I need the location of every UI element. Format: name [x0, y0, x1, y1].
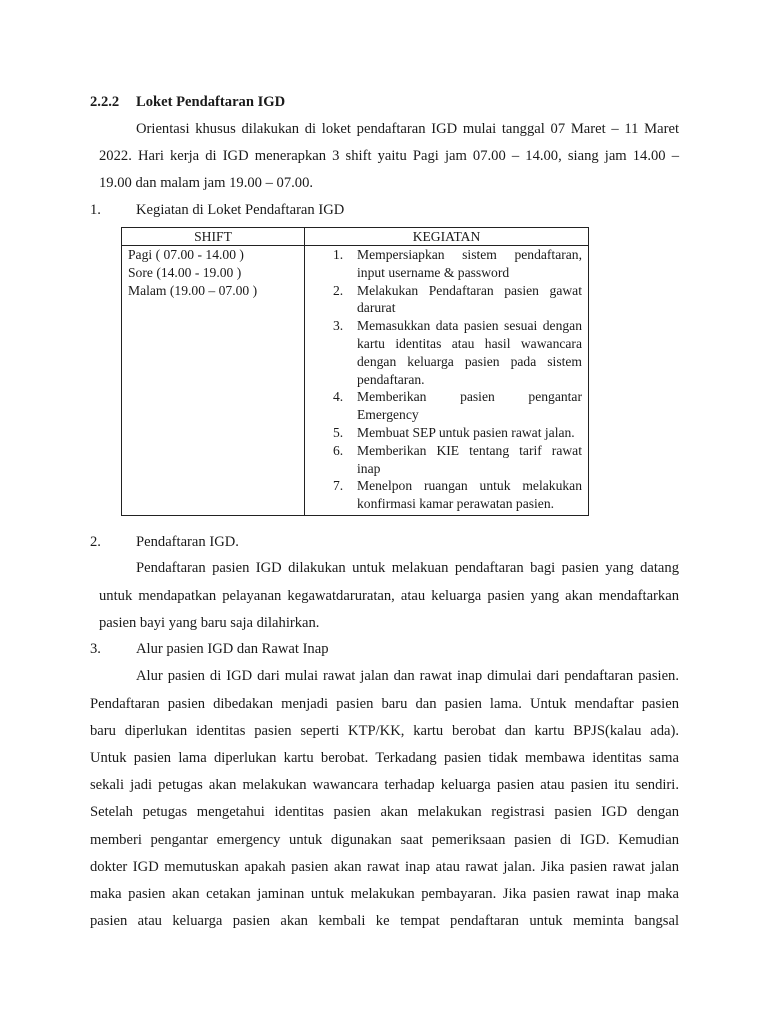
section-title: Loket Pendaftaran IGD	[136, 94, 286, 110]
shift-malam: Malam (19.00 – 07.00 )	[128, 282, 258, 298]
activity-cell	[305, 246, 589, 516]
item-2-line-3: pasien bayi yang baru saja dilahirkan.	[99, 615, 320, 631]
table-row	[122, 246, 589, 516]
list-item: 3. Memasukkan data pasien sesuai dengan kartu identitas atau hasil wawancara dengan keluarga pasien pada sistem pendaftaran.	[333, 318, 582, 387]
section-number: 2.2.2	[90, 94, 120, 110]
list-item: 2. Melakukan Pendaftaran pasien gawat darurat	[333, 282, 582, 316]
item-3-title: Alur pasien IGD dan Rawat Inap	[136, 641, 329, 657]
item-3-line-6: Setelah petugas mengetahui identitas pasien akan melakukan registrasi pasien IGD dengan	[90, 804, 679, 820]
item-3-line-8: dokter IGD memutuskan apakah pasien akan rawat inap atau rawat jalan. Jika pasien rawat jalan	[90, 859, 679, 875]
shift-pagi: Pagi ( 07.00 - 14.00 )	[128, 247, 244, 262]
intro-line-3: 19.00 dan malam jam 19.00 – 07.00.	[99, 175, 314, 191]
item-1-title: Kegiatan di Loket Pendaftaran IGD	[136, 202, 345, 218]
shift-cell	[122, 246, 305, 516]
item-3-line-1: Alur pasien di IGD dari mulai rawat jalan dan rawat inap dimulai dari pendaftaran pasien.	[136, 668, 679, 684]
item-3-line-4: Untuk pasien lama diperlukan kartu berobat. Terkadang pasien tidak membawa identitas sama	[90, 750, 679, 766]
item-2-line-2: untuk mendapatkan pelayanan kegawatdaruratan, atau keluarga pasien yang akan mendaftarkan	[99, 588, 679, 604]
item-1-number: 1.	[90, 202, 101, 218]
item-3-line-9: maka pasien akan cetakan jaminan untuk melakukan pembayaran. Jika pasien rawat inap maka	[90, 886, 679, 902]
item-2-line-1: Pendaftaran pasien IGD dilakukan untuk melakuan pendaftaran bagi pasien yang datang	[136, 560, 679, 576]
list-item: 6. Memberikan KIE tentang tarif rawat inap	[333, 442, 582, 476]
intro-line-2: 2022. Hari kerja di IGD menerapkan 3 shift yaitu Pagi jam 07.00 – 14.00, siang jam 14.00 –	[99, 148, 679, 164]
shift-sore: Sore (14.00 - 19.00 )	[128, 264, 242, 280]
item-2-number: 2.	[90, 534, 101, 550]
activity-list	[305, 246, 588, 515]
shift-activity-table	[121, 227, 589, 516]
list-item: 1. Mempersiapkan sistem pendaftaran, input username & password	[333, 247, 582, 280]
list-item: 7. Menelpon ruangan untuk melakukan konfirmasi kamar perawatan pasien.	[333, 478, 582, 512]
list-item: 5. Membuat SEP untuk pasien rawat jalan.	[333, 424, 575, 440]
table-header-row	[122, 228, 589, 246]
intro-line-1: Orientasi khusus dilakukan di loket pendaftaran IGD mulai tanggal 07 Maret – 11 Maret	[136, 121, 679, 137]
header-kegiatan: KEGIATAN	[305, 228, 589, 246]
item-3-line-10: pasien atau keluarga pasien akan kembali ke tempat pendaftaran untuk meminta bangsal	[90, 913, 679, 929]
item-3-line-3: baru diperlukan identitas pasien seperti KTP/KK, kartu berobat dan kartu BPJS(kalau ada).	[90, 723, 679, 739]
item-3-line-7: memberi pengantar emergency untuk digunakan saat pemeriksaan pasien di IGD. Kemudian	[90, 832, 679, 848]
item-2-title: Pendaftaran IGD.	[136, 534, 239, 550]
header-shift: SHIFT	[122, 228, 305, 246]
item-3-number: 3.	[90, 641, 101, 657]
item-3-line-5: sekali jadi petugas akan melakukan wawancara terhadap keluarga pasien atau pasien itu sendiri.	[90, 777, 679, 793]
item-3-line-2: Pendaftaran pasien dibedakan menjadi pasien baru dan pasien lama. Untuk mendaftar pasien	[90, 696, 679, 712]
list-item: 4. Memberikan pasien pengantar Emergency	[333, 389, 582, 423]
